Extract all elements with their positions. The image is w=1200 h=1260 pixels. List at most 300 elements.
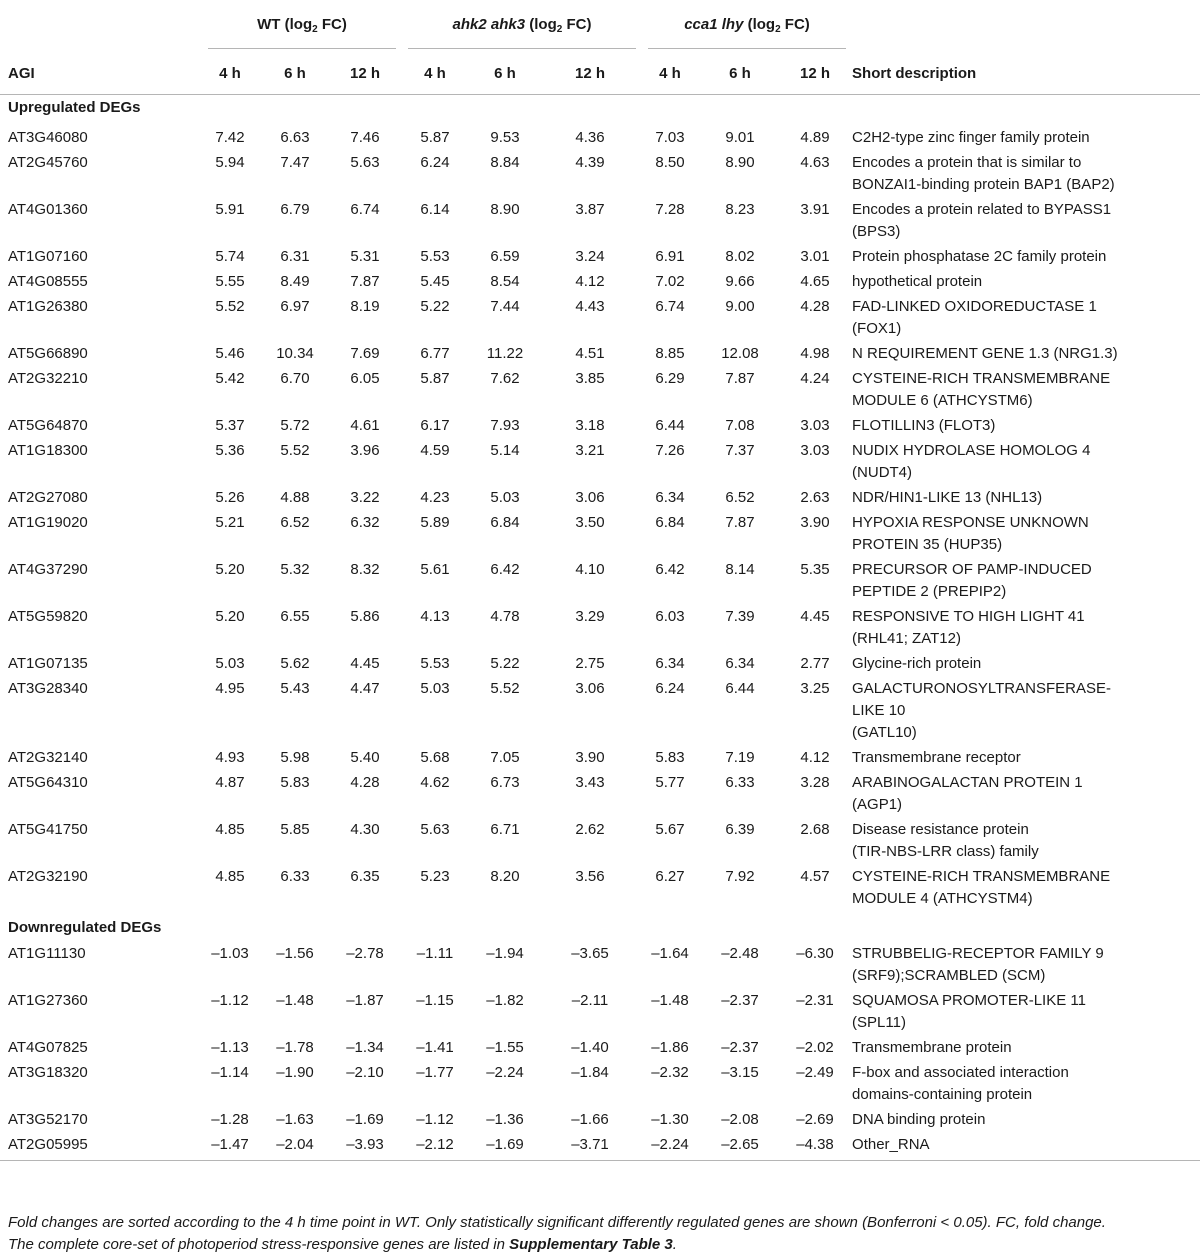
- description-line: LIKE 10: [852, 701, 906, 719]
- footnote-line-2: [8, 1234, 1194, 1256]
- log2fc-cell: 8.20: [490, 867, 520, 885]
- agi-cell: AT3G52170: [8, 1110, 88, 1128]
- log2fc-cell: 7.92: [725, 867, 755, 885]
- log2fc-cell: –1.90: [276, 1063, 314, 1081]
- log2fc-cell: 5.31: [350, 247, 380, 265]
- log2fc-cell: 9.01: [725, 128, 755, 146]
- log2fc-cell: –1.87: [346, 991, 384, 1009]
- log2fc-cell: 7.02: [655, 272, 685, 290]
- description-line: ARABINOGALACTAN PROTEIN 1: [852, 773, 1083, 791]
- log2fc-cell: 3.01: [800, 247, 830, 265]
- description-cell: [850, 510, 1200, 557]
- group-unit-prefix: (log: [280, 16, 313, 33]
- description-cell: [850, 341, 1200, 366]
- log2fc-cell: –1.47: [211, 1135, 249, 1153]
- log2fc-cell: 5.68: [420, 748, 450, 766]
- log2fc-cell: 4.24: [800, 369, 830, 387]
- description-line: DNA binding protein: [852, 1110, 986, 1128]
- log2fc-cell: 5.52: [280, 441, 310, 459]
- description-cell: [850, 1132, 1200, 1161]
- log2fc-cell: –2.31: [796, 991, 834, 1009]
- description-cell: [850, 485, 1200, 510]
- log2fc-cell: –1.48: [276, 991, 314, 1009]
- table-row: [0, 510, 1200, 557]
- log2fc-cell: 5.98: [280, 748, 310, 766]
- log2fc-cell: 5.03: [490, 488, 520, 506]
- log2fc-cell: –1.12: [416, 1110, 454, 1128]
- table-row: [0, 988, 1200, 1035]
- table-row: [0, 941, 1200, 988]
- table-row: [0, 341, 1200, 366]
- description-line: (SRF9);SCRAMBLED (SCM): [852, 966, 1046, 984]
- log2fc-cell: 4.36: [575, 128, 605, 146]
- description-line: hypothetical protein: [852, 272, 983, 290]
- footnote-text: .: [672, 1236, 677, 1253]
- description-cell: [850, 676, 1200, 745]
- table-row: [0, 125, 1200, 150]
- log2fc-cell: 8.90: [490, 200, 520, 218]
- log2fc-cell: 5.40: [350, 748, 380, 766]
- col-header-agi: AGI: [8, 65, 35, 82]
- log2fc-cell: 10.34: [276, 344, 314, 362]
- log2fc-cell: 6.24: [655, 679, 685, 697]
- col-header-cca-12h: 12 h: [800, 65, 831, 82]
- description-line: (BPS3): [852, 222, 901, 240]
- log2fc-cell: –1.12: [211, 991, 249, 1009]
- log2fc-cell: 5.85: [280, 820, 310, 838]
- log2fc-cell: 3.03: [800, 416, 830, 434]
- log2fc-cell: 6.14: [420, 200, 450, 218]
- log2fc-cell: –1.41: [416, 1038, 454, 1056]
- description-cell: [850, 150, 1200, 197]
- log2fc-cell: 4.28: [350, 773, 380, 791]
- col-header-ahk-6h: 6 h: [494, 65, 516, 82]
- description-line: BONZAI1-binding protein BAP1 (BAP2): [852, 175, 1115, 193]
- log2fc-cell: 6.77: [420, 344, 450, 362]
- log2fc-cell: 6.27: [655, 867, 685, 885]
- description-line: PRECURSOR OF PAMP-INDUCED: [852, 560, 1092, 578]
- agi-cell: AT1G27360: [8, 991, 88, 1009]
- agi-cell: AT2G32190: [8, 867, 88, 885]
- description-cell: [850, 745, 1200, 770]
- log2fc-cell: 3.90: [800, 513, 830, 531]
- log2fc-cell: 6.33: [725, 773, 755, 791]
- log2fc-cell: 6.03: [655, 607, 685, 625]
- log2fc-cell: 4.85: [215, 820, 245, 838]
- log2fc-cell: 7.47: [280, 153, 310, 171]
- log2fc-cell: 8.84: [490, 153, 520, 171]
- log2fc-cell: 3.96: [350, 441, 380, 459]
- description-line: CYSTEINE-RICH TRANSMEMBRANE: [852, 867, 1111, 885]
- agi-cell: AT4G37290: [8, 560, 88, 578]
- log2fc-cell: 7.87: [350, 272, 380, 290]
- log2fc-cell: –2.04: [276, 1135, 314, 1153]
- log2fc-cell: 9.00: [725, 297, 755, 315]
- log2fc-cell: 7.69: [350, 344, 380, 362]
- agi-cell: AT4G01360: [8, 200, 88, 218]
- log2fc-cell: 3.56: [575, 867, 605, 885]
- group-name: WT: [257, 16, 281, 33]
- log2fc-cell: 5.52: [490, 679, 520, 697]
- log2fc-cell: 3.22: [350, 488, 380, 506]
- group-unit-subscript: 2: [775, 24, 781, 35]
- col-header-cca-4h: 4 h: [659, 65, 681, 82]
- description-line: domains-containing protein: [852, 1085, 1033, 1103]
- log2fc-cell: 4.30: [350, 820, 380, 838]
- log2fc-cell: 5.74: [215, 247, 245, 265]
- table-row: [0, 269, 1200, 294]
- log2fc-cell: 6.59: [490, 247, 520, 265]
- section-title: Upregulated DEGs: [8, 98, 141, 116]
- log2fc-cell: 5.87: [420, 128, 450, 146]
- agi-cell: AT1G19020: [8, 513, 88, 531]
- log2fc-cell: 6.32: [350, 513, 380, 531]
- col-header-wt-4h: 4 h: [219, 65, 241, 82]
- log2fc-cell: 6.71: [490, 820, 520, 838]
- agi-cell: AT3G28340: [8, 679, 88, 697]
- log2fc-cell: –2.65: [721, 1135, 759, 1153]
- log2fc-cell: –3.65: [571, 944, 609, 962]
- description-cell: [850, 651, 1200, 676]
- group-unit-suffix: FC): [562, 16, 592, 33]
- log2fc-cell: 7.37: [725, 441, 755, 459]
- log2fc-cell: 7.08: [725, 416, 755, 434]
- log2fc-cell: 5.26: [215, 488, 245, 506]
- log2fc-cell: 3.28: [800, 773, 830, 791]
- description-cell: [850, 770, 1200, 817]
- log2fc-cell: 5.83: [655, 748, 685, 766]
- log2fc-cell: 7.26: [655, 441, 685, 459]
- table-row: [0, 864, 1200, 911]
- log2fc-cell: 4.57: [800, 867, 830, 885]
- log2fc-cell: 4.12: [800, 748, 830, 766]
- description-line: Transmembrane protein: [852, 1038, 1012, 1056]
- log2fc-cell: 8.02: [725, 247, 755, 265]
- table-body: [0, 94, 1200, 1160]
- agi-cell: AT1G18300: [8, 441, 88, 459]
- description-line: PEPTIDE 2 (PREPIP2): [852, 582, 1007, 600]
- log2fc-cell: –2.08: [721, 1110, 759, 1128]
- log2fc-cell: 2.75: [575, 654, 605, 672]
- description-cell: [850, 988, 1200, 1035]
- description-cell: [850, 1060, 1200, 1107]
- footnote-text: The complete core-set of photoperiod stress-responsive genes are listed in: [8, 1236, 510, 1253]
- log2fc-cell: –2.10: [346, 1063, 384, 1081]
- log2fc-cell: 4.12: [575, 272, 605, 290]
- table-row: [0, 770, 1200, 817]
- description-line: Other_RNA: [852, 1135, 930, 1153]
- description-line: (SPL11): [852, 1013, 906, 1031]
- description-line: NDR/HIN1-LIKE 13 (NHL13): [852, 488, 1043, 506]
- log2fc-cell: 5.67: [655, 820, 685, 838]
- agi-cell: AT5G66890: [8, 344, 88, 362]
- log2fc-cell: 3.87: [575, 200, 605, 218]
- log2fc-cell: 5.21: [215, 513, 245, 531]
- description-cell: [850, 557, 1200, 604]
- log2fc-cell: 4.93: [215, 748, 245, 766]
- log2fc-cell: –1.66: [571, 1110, 609, 1128]
- table-row: [0, 150, 1200, 197]
- log2fc-cell: –3.93: [346, 1135, 384, 1153]
- agi-cell: AT2G27080: [8, 488, 88, 506]
- log2fc-cell: 12.08: [721, 344, 759, 362]
- agi-cell: AT4G08555: [8, 272, 88, 290]
- table-row: [0, 413, 1200, 438]
- table-row: [0, 1107, 1200, 1132]
- description-cell: [850, 864, 1200, 911]
- col-header-wt-6h: 6 h: [284, 65, 306, 82]
- log2fc-cell: 4.23: [420, 488, 450, 506]
- description-line: MODULE 4 (ATHCYSTM4): [852, 889, 1033, 907]
- description-line: Transmembrane receptor: [852, 748, 1021, 766]
- log2fc-cell: 5.20: [215, 560, 245, 578]
- log2fc-cell: 5.89: [420, 513, 450, 531]
- description-line: Disease resistance protein: [852, 820, 1029, 838]
- log2fc-cell: –2.78: [346, 944, 384, 962]
- log2fc-cell: –2.37: [721, 991, 759, 1009]
- table-header: [0, 5, 1200, 94]
- log2fc-cell: 8.90: [725, 153, 755, 171]
- log2fc-cell: –1.84: [571, 1063, 609, 1081]
- log2fc-cell: 4.88: [280, 488, 310, 506]
- table-row: [0, 676, 1200, 745]
- log2fc-cell: 4.63: [800, 153, 830, 171]
- log2fc-cell: 6.34: [655, 488, 685, 506]
- log2fc-cell: –1.15: [416, 991, 454, 1009]
- section-header-row: [0, 911, 1200, 941]
- log2fc-cell: –1.77: [416, 1063, 454, 1081]
- log2fc-cell: 5.42: [215, 369, 245, 387]
- log2fc-cell: 5.83: [280, 773, 310, 791]
- log2fc-cell: –1.82: [486, 991, 524, 1009]
- log2fc-cell: 3.85: [575, 369, 605, 387]
- table-row: [0, 1060, 1200, 1107]
- log2fc-cell: –2.69: [796, 1110, 834, 1128]
- description-line: PROTEIN 35 (HUP35): [852, 535, 1003, 553]
- description-line: GALACTURONOSYLTRANSFERASE-: [852, 679, 1111, 697]
- table-row: [0, 817, 1200, 864]
- log2fc-cell: –1.69: [486, 1135, 524, 1153]
- header-spacer: [0, 5, 200, 53]
- table-footnote: [8, 1212, 1194, 1256]
- col-header-cca-6h: 6 h: [729, 65, 751, 82]
- log2fc-cell: 5.55: [215, 272, 245, 290]
- table-row: [0, 438, 1200, 485]
- log2fc-cell: 6.34: [655, 654, 685, 672]
- log2fc-cell: 4.87: [215, 773, 245, 791]
- log2fc-cell: 5.91: [215, 200, 245, 218]
- log2fc-cell: 6.35: [350, 867, 380, 885]
- column-header-row: [0, 53, 1200, 94]
- log2fc-cell: 4.28: [800, 297, 830, 315]
- log2fc-cell: –2.02: [796, 1038, 834, 1056]
- log2fc-cell: 7.87: [725, 369, 755, 387]
- log2fc-cell: –2.48: [721, 944, 759, 962]
- log2fc-cell: 5.22: [490, 654, 520, 672]
- log2fc-cell: 6.42: [490, 560, 520, 578]
- description-cell: [850, 125, 1200, 150]
- log2fc-cell: 7.19: [725, 748, 755, 766]
- description-cell: [850, 1035, 1200, 1060]
- log2fc-cell: –1.03: [211, 944, 249, 962]
- log2fc-cell: 5.14: [490, 441, 520, 459]
- description-line: F-box and associated interaction: [852, 1063, 1069, 1081]
- log2fc-cell: 2.77: [800, 654, 830, 672]
- log2fc-cell: 4.85: [215, 867, 245, 885]
- log2fc-cell: –2.11: [571, 991, 609, 1009]
- log2fc-cell: 8.49: [280, 272, 310, 290]
- header-spacer: [850, 5, 1200, 53]
- log2fc-cell: 5.36: [215, 441, 245, 459]
- section-title: Downregulated DEGs: [8, 918, 162, 936]
- log2fc-cell: –1.11: [416, 944, 454, 962]
- table-row: [0, 366, 1200, 413]
- log2fc-cell: 2.62: [575, 820, 605, 838]
- log2fc-cell: 4.47: [350, 679, 380, 697]
- log2fc-cell: 3.06: [575, 679, 605, 697]
- col-header-description: Short description: [852, 65, 977, 82]
- log2fc-cell: 6.91: [655, 247, 685, 265]
- description-line: (FOX1): [852, 319, 902, 337]
- description-cell: [850, 413, 1200, 438]
- log2fc-cell: 2.68: [800, 820, 830, 838]
- description-line: FLOTILLIN3 (FLOT3): [852, 416, 996, 434]
- log2fc-cell: 5.20: [215, 607, 245, 625]
- description-cell: [850, 1107, 1200, 1132]
- log2fc-cell: 8.50: [655, 153, 685, 171]
- log2fc-cell: 7.46: [350, 128, 380, 146]
- log2fc-cell: 5.43: [280, 679, 310, 697]
- log2fc-cell: 4.98: [800, 344, 830, 362]
- table-row: [0, 197, 1200, 244]
- log2fc-cell: 5.03: [420, 679, 450, 697]
- log2fc-cell: 7.93: [490, 416, 520, 434]
- log2fc-cell: 5.46: [215, 344, 245, 362]
- col-header-ahk-4h: 4 h: [424, 65, 446, 82]
- log2fc-cell: –2.49: [796, 1063, 834, 1081]
- description-cell: [850, 197, 1200, 244]
- log2fc-cell: 5.22: [420, 297, 450, 315]
- agi-cell: AT5G64870: [8, 416, 88, 434]
- description-line: (TIR-NBS-LRR class) family: [852, 842, 1039, 860]
- log2fc-cell: 6.73: [490, 773, 520, 791]
- description-line: SQUAMOSA PROMOTER-LIKE 11: [852, 991, 1086, 1009]
- log2fc-cell: 5.35: [800, 560, 830, 578]
- log2fc-cell: –2.32: [651, 1063, 689, 1081]
- log2fc-cell: 3.29: [575, 607, 605, 625]
- description-cell: [850, 438, 1200, 485]
- log2fc-cell: 3.06: [575, 488, 605, 506]
- log2fc-cell: 3.21: [575, 441, 605, 459]
- log2fc-cell: 5.87: [420, 369, 450, 387]
- log2fc-cell: 5.72: [280, 416, 310, 434]
- group-header-ahk2-ahk3: [400, 5, 640, 53]
- agi-cell: AT1G26380: [8, 297, 88, 315]
- group-header-wt: [200, 5, 400, 53]
- log2fc-cell: 6.52: [280, 513, 310, 531]
- log2fc-cell: 6.74: [350, 200, 380, 218]
- log2fc-cell: 3.90: [575, 748, 605, 766]
- log2fc-cell: 5.32: [280, 560, 310, 578]
- group-unit-suffix: FC): [317, 16, 347, 33]
- log2fc-cell: 8.85: [655, 344, 685, 362]
- log2fc-cell: 6.29: [655, 369, 685, 387]
- log2fc-cell: 11.22: [486, 344, 524, 362]
- table-row: [0, 651, 1200, 676]
- description-line: CYSTEINE-RICH TRANSMEMBRANE: [852, 369, 1111, 387]
- log2fc-cell: 3.50: [575, 513, 605, 531]
- log2fc-cell: 9.53: [490, 128, 520, 146]
- log2fc-cell: 3.24: [575, 247, 605, 265]
- agi-cell: AT2G05995: [8, 1135, 88, 1153]
- log2fc-cell: –1.56: [276, 944, 314, 962]
- agi-cell: AT2G32210: [8, 369, 88, 387]
- agi-cell: AT3G46080: [8, 128, 88, 146]
- log2fc-cell: 4.51: [575, 344, 605, 362]
- log2fc-cell: 7.44: [490, 297, 520, 315]
- table-row: [0, 745, 1200, 770]
- log2fc-cell: –1.14: [211, 1063, 249, 1081]
- log2fc-cell: 3.03: [800, 441, 830, 459]
- log2fc-cell: –1.48: [651, 991, 689, 1009]
- log2fc-cell: 5.62: [280, 654, 310, 672]
- log2fc-cell: 4.45: [350, 654, 380, 672]
- log2fc-cell: 7.87: [725, 513, 755, 531]
- description-line: FAD-LINKED OXIDOREDUCTASE 1: [852, 297, 1097, 315]
- description-line: C2H2-type zinc finger family protein: [852, 128, 1090, 146]
- group-header-cca1-lhy: [640, 5, 850, 53]
- log2fc-cell: 5.03: [215, 654, 245, 672]
- log2fc-cell: 6.05: [350, 369, 380, 387]
- section-header-row: [0, 94, 1200, 125]
- description-line: (NUDT4): [852, 463, 913, 481]
- log2fc-cell: 5.77: [655, 773, 685, 791]
- log2fc-cell: 6.34: [725, 654, 755, 672]
- group-name: ahk2 ahk3: [452, 16, 526, 33]
- log2fc-cell: 6.84: [655, 513, 685, 531]
- group-name: cca1 lhy: [684, 16, 744, 33]
- group-unit-prefix: (log: [743, 16, 776, 33]
- description-line: Glycine-rich protein: [852, 654, 982, 672]
- col-header-wt-12h: 12 h: [349, 65, 380, 82]
- log2fc-cell: –6.30: [796, 944, 834, 962]
- description-line: RESPONSIVE TO HIGH LIGHT 41: [852, 607, 1085, 625]
- log2fc-cell: –2.12: [416, 1135, 454, 1153]
- description-line: (AGP1): [852, 795, 903, 813]
- description-line: Encodes a protein related to BYPASS1: [852, 200, 1112, 218]
- log2fc-cell: –2.37: [721, 1038, 759, 1056]
- footnote-line-1: Fold changes are sorted according to the 4 h time point in WT. Only statistically significant differently regulated genes are shown (Bonferroni < 0.05). FC, fold change.: [8, 1214, 1106, 1231]
- description-cell: [850, 294, 1200, 341]
- log2fc-cell: 5.63: [420, 820, 450, 838]
- log2fc-cell: –1.13: [211, 1038, 249, 1056]
- group-header-row: [0, 5, 1200, 53]
- log2fc-cell: 3.43: [575, 773, 605, 791]
- log2fc-cell: 6.70: [280, 369, 310, 387]
- log2fc-cell: 3.18: [575, 416, 605, 434]
- description-line: NUDIX HYDROLASE HOMOLOG 4: [852, 441, 1091, 459]
- agi-cell: AT1G07160: [8, 247, 88, 265]
- log2fc-cell: 8.14: [725, 560, 755, 578]
- log2fc-cell: 5.53: [420, 247, 450, 265]
- log2fc-cell: –2.24: [486, 1063, 524, 1081]
- log2fc-cell: 2.63: [800, 488, 830, 506]
- agi-cell: AT5G59820: [8, 607, 88, 625]
- log2fc-cell: 8.19: [350, 297, 380, 315]
- log2fc-cell: –2.24: [651, 1135, 689, 1153]
- log2fc-cell: –1.63: [276, 1110, 314, 1128]
- log2fc-cell: 6.63: [280, 128, 310, 146]
